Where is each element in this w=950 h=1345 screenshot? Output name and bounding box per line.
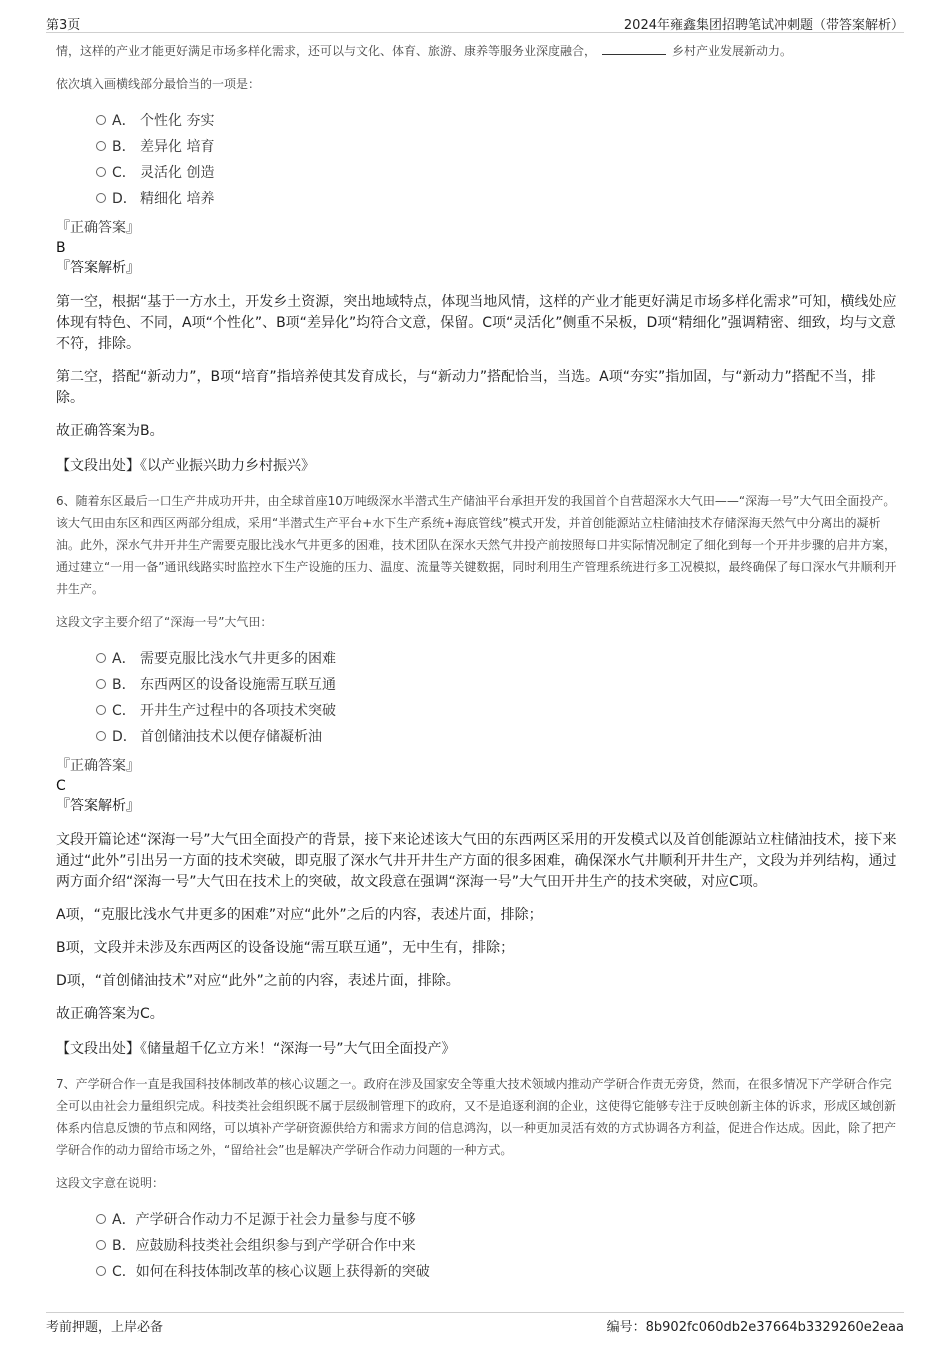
radio-icon[interactable] xyxy=(96,115,106,125)
radio-icon[interactable] xyxy=(96,705,106,715)
q6-option-c[interactable]: C． 开井生产过程中的各项技术突破 xyxy=(96,698,898,724)
q6-prompt: 这段文字主要介绍了“深海一号”大气田： xyxy=(56,615,273,629)
footer-slogan: 考前押题，上岸必备 xyxy=(46,1320,164,1335)
q7-option-b[interactable]: B．应鼓励科技类社会组织参与到产学研合作中来 xyxy=(96,1233,898,1259)
page-number: 第3页 xyxy=(46,18,81,33)
q5-analysis-1: 第一空，根据“基于一方水土，开发乡土资源，突出地域特点，体现当地风情，这样的产业才能更好满足市场多样化需求”可知，横线处应体现有特色、不同，A项“个性化”、B项“差异化”均符合文意，保留。C项“灵活化”侧重不呆板，D项“精细化”强调精密、细致，均与文意不符，排除。 xyxy=(56,294,897,352)
document-body xyxy=(56,40,898,1285)
q5-option-d[interactable]: D． 精细化 培养 xyxy=(96,186,898,212)
q6-answer: C xyxy=(56,778,66,794)
q5-prompt: 依次填入画横线部分最恰当的一项是： xyxy=(56,77,261,91)
q6-analysis-3: B项，文段并未涉及东西两区的设备设施“需互联互通”，无中生有，排除； xyxy=(56,940,515,956)
q7-options xyxy=(96,1207,898,1285)
radio-icon[interactable] xyxy=(96,141,106,151)
radio-icon[interactable] xyxy=(96,167,106,177)
page-footer xyxy=(46,1312,904,1335)
fill-blank xyxy=(602,44,666,55)
radio-icon[interactable] xyxy=(96,1214,106,1224)
document-title: 2024年雍鑫集团招聘笔试冲刺题（带答案解析） xyxy=(623,18,904,33)
q7-text: 7、产学研合作一直是我国科技体制改革的核心议题之一。政府在涉及国家安全等重大技术领域内推动产学研合作责无旁贷，然而，在很多情况下产学研合作完全可以由社会力量组织完成。科技类社会组织既不属于层级制管理下的政府，又不是追逐利润的企业，这使得它能够专注于反映创新主体的诉求，形成区域创新体系内信息反馈的节点和网络，可以填补产学研资源供给方和需求方间的信息鸿沟，以一种更加灵活有效的方式协调各方利益，促进合作达成。因此，除了把产学研合作的动力留给市场之外，“留给社会”也是解决产学研合作动力问题的一种方式。 xyxy=(56,1077,897,1157)
q5-option-a[interactable]: A． 个性化 夯实 xyxy=(96,108,898,134)
q6-answer-label: 『正确答案』 xyxy=(56,758,140,774)
q5-options xyxy=(96,108,898,212)
document-id: 编号：8b902fc060db2e37664b3329260e2eaa xyxy=(606,1320,904,1335)
q7-option-c[interactable]: C．如何在科技体制改革的核心议题上获得新的突破 xyxy=(96,1259,898,1285)
q7-prompt: 这段文字意在说明： xyxy=(56,1176,165,1190)
radio-icon[interactable] xyxy=(96,679,106,689)
q5-option-b[interactable]: B． 差异化 培育 xyxy=(96,134,898,160)
q5-option-c[interactable]: C． 灵活化 创造 xyxy=(96,160,898,186)
q6-option-a[interactable]: A． 需要克服比浅水气井更多的困难 xyxy=(96,646,898,672)
radio-icon[interactable] xyxy=(96,1266,106,1276)
q6-options xyxy=(96,646,898,750)
radio-icon[interactable] xyxy=(96,653,106,663)
q5-analysis-3: 故正确答案为B。 xyxy=(56,423,164,439)
q6-analysis-label: 『答案解析』 xyxy=(56,798,140,814)
q5-analysis-2: 第二空，搭配“新动力”，B项“培育”指培养使其发育成长，与“新动力”搭配恰当，当选。A项“夯实”指加固，与“新动力”搭配不当，排除。 xyxy=(56,369,876,406)
radio-icon[interactable] xyxy=(96,731,106,741)
q5-source: 【文段出处】《以产业振兴助力乡村振兴》 xyxy=(56,458,315,474)
q5-answer-label: 『正确答案』 xyxy=(56,220,140,236)
q6-option-b[interactable]: B． 东西两区的设备设施需互联互通 xyxy=(96,672,898,698)
q5-text: 情，这样的产业才能更好满足市场多样化需求，还可以与文化、体育、旅游、康养等服务业深度融合， 乡村产业发展新动力。 xyxy=(56,44,793,58)
q7-option-a[interactable]: A．产学研合作动力不足源于社会力量参与度不够 xyxy=(96,1207,898,1233)
q6-source: 【文段出处】《储量超千亿立方米！“深海一号”大气田全面投产》 xyxy=(56,1041,456,1057)
q6-analysis-2: A项，“克服比浅水气井更多的困难”对应“此外”之后的内容，表述片面，排除； xyxy=(56,907,543,923)
q6-analysis-1: 文段开篇论述“深海一号”大气田全面投产的背景，接下来论述该大气田的东西两区采用的开发模式以及首创能源站立柱储油技术，接下来通过“此外”引出另一方面的技术突破，即克服了深水气井开井生产方面的很多困难，确保深水气井顺利开井生产，文段为并列结构，通过两方面介绍“深海一号”大气田在技术上的突破，故文段意在强调“深海一号”大气田开井生产的技术突破，对应C项。 xyxy=(56,832,897,890)
q6-text: 6、随着东区最后一口生产井成功开井，由全球首座10万吨级深水半潜式生产储油平台承担开发的我国首个自营超深水大气田——“深海一号”大气田全面投产。该大气田由东区和西区两部分组成，采用“半潜式生产平台+水下生产系统+海底管线”模式开发，并首创能源站立柱储油技术存储深海天然气中分离出的凝析油。此外，深水气井开井生产需要克服比浅水气井更多的困难，技术团队在深水天然气井投产前按照每口井实际情况制定了细化到每一个开井步骤的启井方案，通过建立“一用一备”通讯线路实时监控水下生产设施的压力、温度、流量等关键数据，同时利用生产管理系统进行多工况模拟，最终确保了每口深水气井顺利开井生产。 xyxy=(56,494,897,596)
q5-answer: B xyxy=(56,240,66,256)
q6-option-d[interactable]: D． 首创储油技术以便存储凝析油 xyxy=(96,724,898,750)
q6-analysis-5: 故正确答案为C。 xyxy=(56,1006,164,1022)
radio-icon[interactable] xyxy=(96,1240,106,1250)
radio-icon[interactable] xyxy=(96,193,106,203)
page-header xyxy=(46,14,904,33)
q6-analysis-4: D项，“首创储油技术”对应“此外”之前的内容，表述片面，排除。 xyxy=(56,973,460,989)
q5-analysis-label: 『答案解析』 xyxy=(56,260,140,276)
